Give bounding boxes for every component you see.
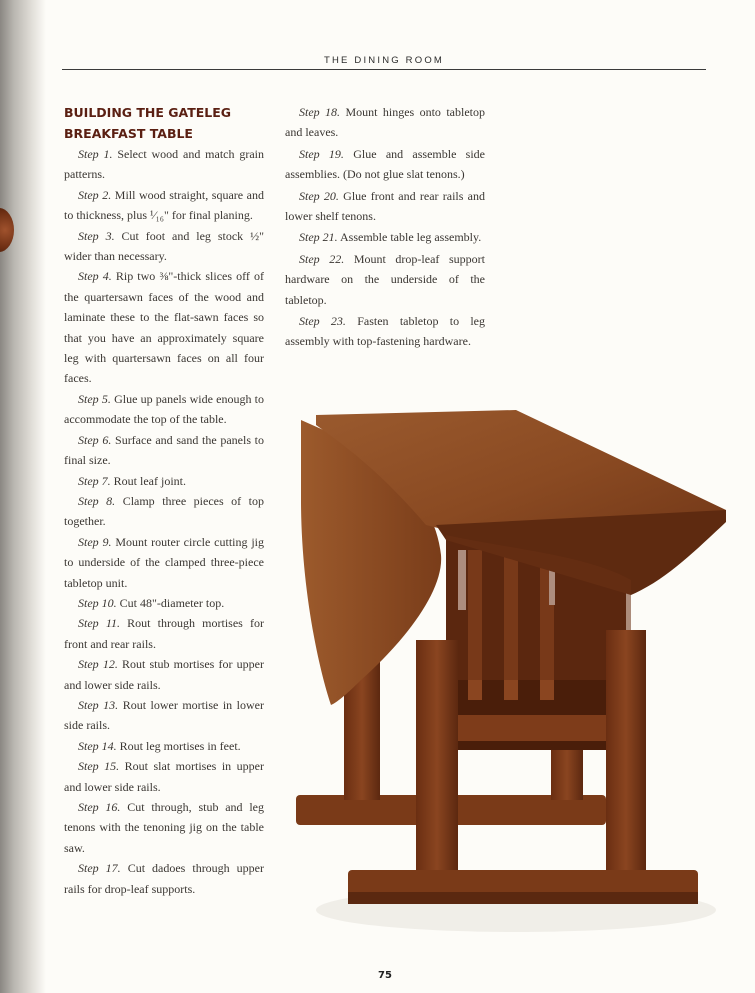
step-text: Assemble table leg assembly. (340, 230, 482, 245)
step-paragraph (285, 227, 485, 247)
step-paragraph (64, 532, 264, 593)
step-text: Fasten tabletop to leg assembly with top-fastening hardware. (285, 314, 486, 349)
step-text: Glue up panels wide enough to accommodate the top of the table. (64, 391, 265, 427)
step-label: Step 15. (78, 759, 120, 774)
step-text: Rout slat mortises in upper and lower side rails. (64, 759, 264, 794)
front-leg-left (416, 640, 458, 890)
step-paragraph (64, 226, 264, 267)
gateleg-table-photo (286, 380, 726, 945)
front-leg-right (606, 630, 646, 890)
step-paragraph (285, 311, 485, 352)
step-label: Step 10. (78, 595, 117, 610)
step-paragraph (285, 102, 485, 143)
step-label: Step 5. (78, 391, 111, 406)
step-paragraph (285, 186, 485, 227)
section-heading-line-2: BREAKFAST TABLE (64, 126, 193, 141)
step-text: Mount hinges onto tabletop and leaves. (285, 105, 485, 140)
step-paragraph (64, 144, 264, 185)
left-column (64, 102, 264, 899)
running-head: THE DINING ROOM (323, 55, 445, 66)
step-text: Mount drop-leaf support hardware on the underside of the tabletop. (285, 251, 485, 307)
steps-list-right (285, 102, 485, 352)
header-rule (62, 69, 706, 70)
section-heading (64, 102, 264, 144)
step-label: Step 13. (78, 697, 119, 712)
step-paragraph (64, 654, 264, 695)
step-label: Step 11. (78, 616, 120, 631)
step-text: Glue front and rear rails and lower shelf tenons. (285, 188, 485, 224)
step-label: Step 19. (299, 146, 344, 161)
step-label: Step 18. (299, 105, 341, 119)
step-label: Step 21. (299, 230, 338, 245)
step-label: Step 3. (78, 228, 115, 243)
front-foot-shade (348, 892, 698, 904)
step-label: Step 2. (78, 187, 112, 202)
step-paragraph (64, 430, 264, 471)
step-text: Mill wood straight, square and to thickness, plus ¹⁄₁₆" for final planing. (64, 187, 264, 223)
step-text: Cut dadoes through upper rails for drop-leaf supports. (64, 861, 265, 896)
step-label: Step 22. (299, 251, 345, 266)
step-paragraph (64, 389, 264, 430)
step-paragraph (64, 471, 264, 491)
step-text: Rout leg mortises in feet. (119, 738, 241, 753)
step-text: Glue and assemble side assemblies. (Do not glue slat tenons.) (285, 146, 486, 182)
step-paragraph (285, 144, 485, 185)
step-text: Mount router circle cutting jig to underside of the clamped three-piece tabletop unit. (64, 534, 264, 590)
step-paragraph (64, 613, 264, 654)
step-text: Rout through mortises for front and rear rails. (64, 616, 264, 651)
step-label: Step 7. (78, 473, 111, 488)
step-label: Step 12. (78, 657, 118, 672)
step-text: Rout leaf joint. (113, 473, 186, 488)
step-paragraph (64, 491, 264, 532)
step-text: Cut 48"-diameter top. (119, 595, 225, 610)
step-text: Rout stub mortises for upper and lower side rails. (64, 657, 264, 692)
step-paragraph (64, 756, 264, 797)
section-heading-line-1: BUILDING THE GATELEG (64, 105, 232, 120)
step-paragraph (64, 266, 264, 388)
step-text: Clamp three pieces of top together. (64, 493, 265, 529)
step-text: Rip two ⅜"-thick slices off of the quartersawn faces of the wood and laminate these to the flat-sawn faces so that you have an approximately square leg with quartersawn faces on all four faces. (64, 269, 264, 386)
step-label: Step 1. (78, 147, 113, 161)
step-label: Step 9. (78, 534, 112, 549)
step-label: Step 16. (78, 800, 121, 814)
step-paragraph (64, 858, 264, 899)
steps-list-left (64, 144, 264, 899)
step-label: Step 23. (299, 314, 346, 329)
step-label: Step 8. (78, 493, 116, 508)
step-paragraph (64, 736, 264, 756)
step-paragraph (285, 249, 485, 310)
step-text: Cut through, stub and leg tenons with the tenoning jig on the table saw. (64, 800, 264, 855)
step-label: Step 17. (78, 861, 121, 876)
page-number: 75 (378, 970, 392, 981)
step-label: Step 6. (78, 432, 112, 447)
step-paragraph (64, 797, 264, 858)
step-text: Rout lower mortise in lower side rails. (64, 697, 265, 733)
step-paragraph (64, 695, 264, 736)
step-text: Select wood and match grain patterns. (64, 147, 264, 182)
book-gutter-shadow (0, 0, 46, 993)
step-paragraph (64, 593, 264, 613)
right-column (285, 102, 485, 353)
step-text: Surface and sand the panels to final size. (64, 432, 264, 468)
step-label: Step 4. (78, 269, 112, 284)
step-label: Step 14. (78, 738, 117, 753)
step-paragraph (64, 185, 264, 226)
step-label: Step 20. (299, 188, 339, 203)
step-text: Cut foot and leg stock ½" wider than necessary. (64, 228, 264, 264)
